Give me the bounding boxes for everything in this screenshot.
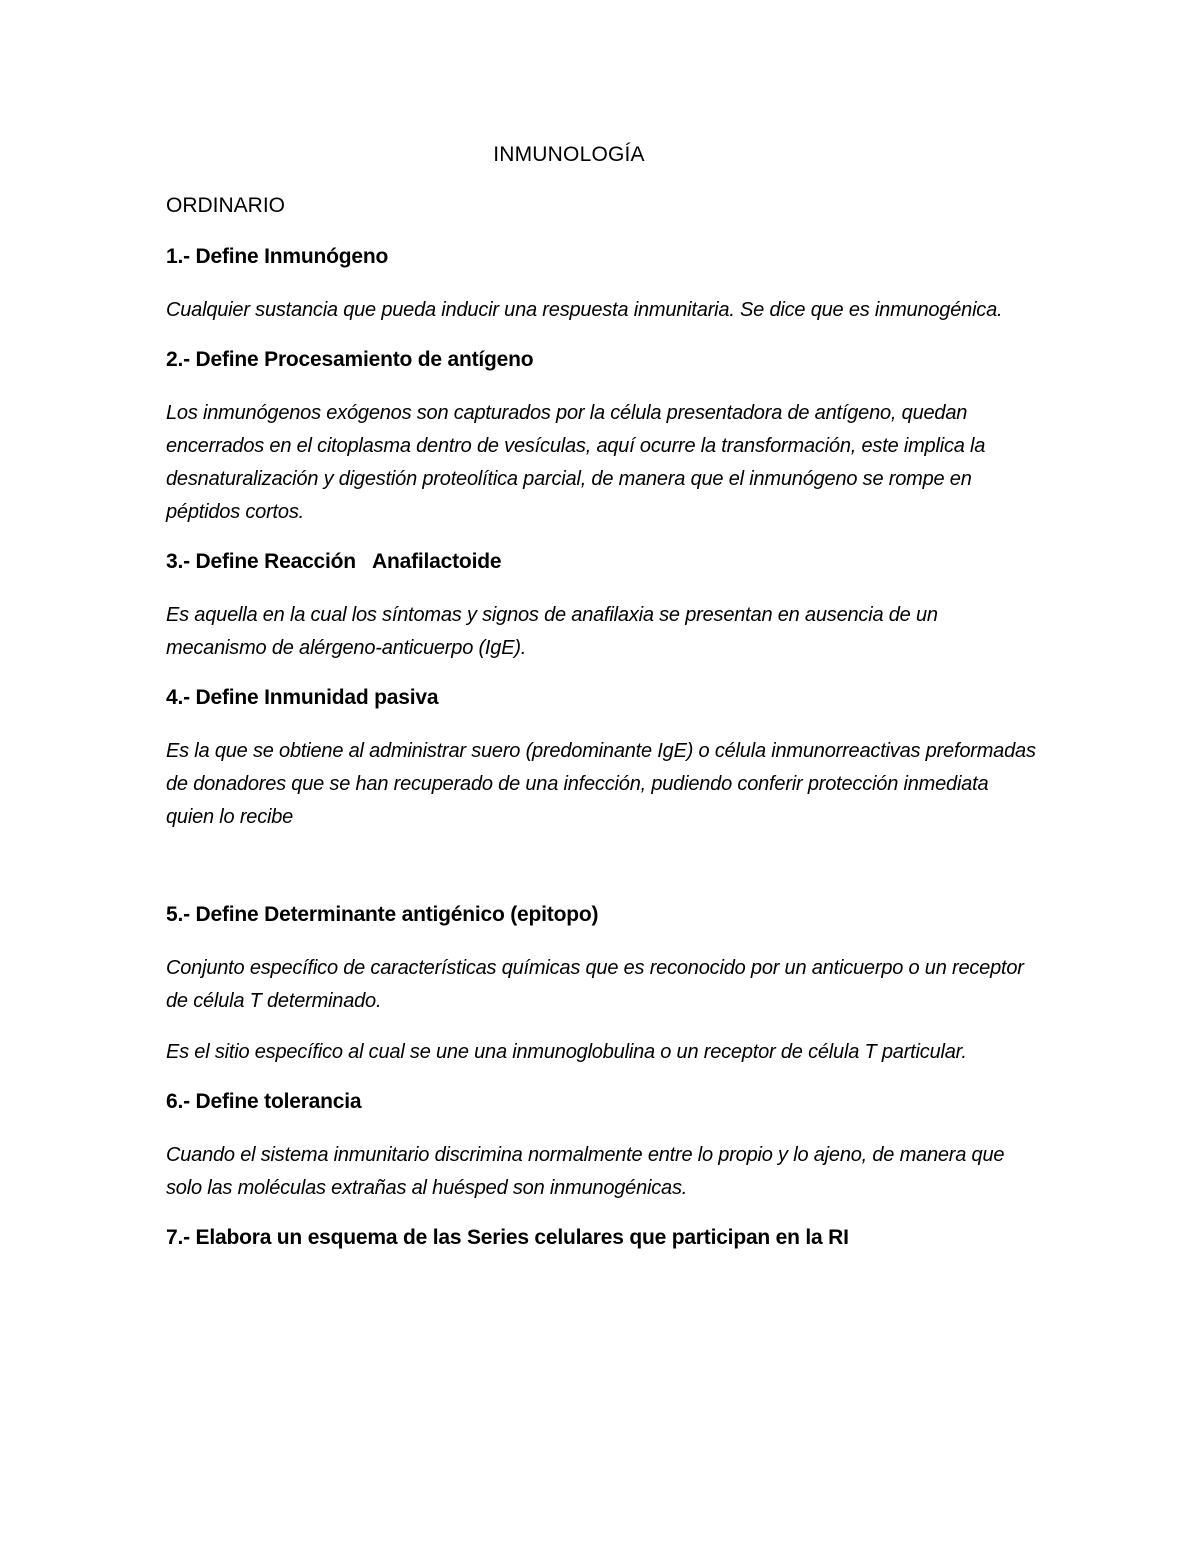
question-heading: 3.- Define Reacción Anafilactoide [166,550,502,573]
question-heading: 5.- Define Determinante antigénico (epitopo) [166,903,599,926]
question-heading: 4.- Define Inmunidad pasiva [166,686,439,709]
question-block-4 [166,683,1036,834]
answer-paragraph: Es aquella en la cual los síntomas y signos de anafilaxia se presentan en ausencia de un mecanismo de alérgeno-anticuerpo (IgE). [166,604,938,659]
question-block-5 [166,900,1036,1069]
answer-paragraph: Es la que se obtiene al administrar suero (predominante IgE) o célula inmunorreactivas preformadas de donadores que se han recuperado de una infección, pudiendo conferir protección inmediata quien lo recibe [166,740,1036,828]
blank-line [166,852,1036,900]
question-block-7 [166,1223,1036,1253]
answer-paragraph: Los inmunógenos exógenos son capturados por la célula presentadora de antígeno, quedan encerrados en el citoplasma dentro de vesículas, aquí ocurre la transformación, este implica la desnaturalización y digestión proteolítica parcial, de manera que el inmunógeno se rompe en péptidos cortos. [166,402,986,523]
question-heading: 1.- Define Inmunógeno [166,245,389,268]
answer-paragraph: Conjunto específico de características químicas que es reconocido por un anticuerpo o un receptor de célula T determinado. [166,957,1024,1012]
question-heading: 7.- Elabora un esquema de las Series celulares que participan en la RI [166,1226,849,1249]
question-heading: 2.- Define Procesamiento de antígeno [166,348,534,371]
document-title: INMUNOLOGÍA [493,143,645,166]
section-label: ORDINARIO [166,194,286,217]
answer-paragraph: Cualquier sustancia que pueda inducir una respuesta inmunitaria. Se dice que es inmunogénica. [166,299,1003,321]
question-block-6 [166,1087,1036,1205]
answer-paragraph: Cuando el sistema inmunitario discrimina normalmente entre lo propio y lo ajeno, de manera que solo las moléculas extrañas al huésped son inmunogénicas. [166,1144,1005,1199]
document-body [166,140,1036,1275]
question-block-1 [166,242,1036,327]
answer-paragraph: Es el sitio específico al cual se une una inmunoglobulina o un receptor de célula T particular. [166,1041,967,1063]
question-block-3 [166,547,1036,665]
question-block-2 [166,345,1036,529]
question-heading: 6.- Define tolerancia [166,1090,362,1113]
